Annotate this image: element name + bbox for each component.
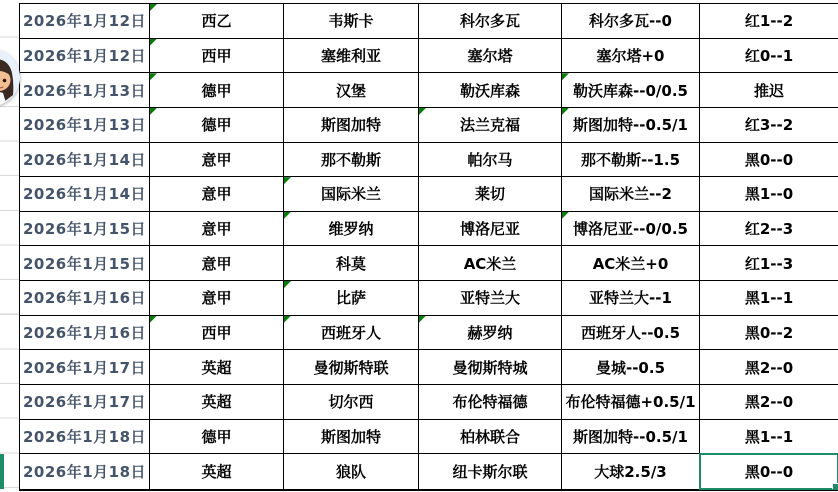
cell-date[interactable] <box>20 350 150 385</box>
result-text: 黑2--0 <box>744 393 794 412</box>
handicap-text: 博洛尼亚--0/0.5 <box>573 220 688 239</box>
cell-handicap[interactable] <box>562 350 700 385</box>
away-text: 曼彻斯特城 <box>452 358 528 377</box>
away-text: 亚特兰大 <box>459 289 520 308</box>
date-text: 2026年1月17日 <box>22 358 147 377</box>
cell-home-team[interactable] <box>284 177 419 212</box>
cell-result[interactable] <box>700 4 838 39</box>
cell-result[interactable] <box>700 246 838 281</box>
result-text: 红0--1 <box>744 46 794 65</box>
cell-league[interactable] <box>150 108 284 143</box>
date-text: 2026年1月13日 <box>22 116 147 135</box>
result-text: 黑0--0 <box>744 462 794 481</box>
league-text: 英超 <box>201 462 232 481</box>
cell-league[interactable] <box>150 454 284 489</box>
cell-league[interactable] <box>150 177 284 212</box>
result-text: 红1--3 <box>744 254 794 273</box>
cell-home-team[interactable] <box>284 212 419 247</box>
cell-away-team[interactable] <box>419 108 562 143</box>
away-text: AC米兰 <box>463 254 517 273</box>
league-text: 英超 <box>201 393 232 412</box>
error-indicator-icon <box>150 73 157 80</box>
date-text: 2026年1月14日 <box>22 150 147 169</box>
error-indicator-icon <box>419 316 426 323</box>
date-text: 2026年1月17日 <box>22 393 147 412</box>
away-text: 柏林联合 <box>459 427 520 446</box>
cell-home-team[interactable] <box>284 108 419 143</box>
result-text: 黑0--0 <box>744 150 794 169</box>
away-text: 莱切 <box>474 185 505 204</box>
handicap-text: 亚特兰大--1 <box>589 289 672 308</box>
cell-league[interactable] <box>150 246 284 281</box>
league-text: 英超 <box>201 358 232 377</box>
cell-league[interactable] <box>150 212 284 247</box>
cell-away-team[interactable] <box>419 350 562 385</box>
cell-date[interactable] <box>20 281 150 316</box>
away-text: 帕尔马 <box>467 150 513 169</box>
error-indicator-icon <box>562 212 569 219</box>
cell-league[interactable] <box>150 350 284 385</box>
cell-away-team[interactable] <box>419 212 562 247</box>
date-text: 2026年1月15日 <box>22 220 147 239</box>
home-text: 韦斯卡 <box>328 12 374 31</box>
date-text: 2026年1月16日 <box>22 289 147 308</box>
date-text: 2026年1月12日 <box>22 46 147 65</box>
league-text: 西甲 <box>201 46 232 65</box>
league-text: 意甲 <box>201 254 232 273</box>
date-text: 2026年1月18日 <box>22 462 147 481</box>
cell-handicap[interactable] <box>562 212 700 247</box>
error-indicator-icon <box>419 108 426 115</box>
home-text: 科莫 <box>335 254 366 273</box>
result-text: 黑1--1 <box>744 289 794 308</box>
league-text: 西乙 <box>201 12 232 31</box>
date-text: 2026年1月13日 <box>22 81 147 100</box>
cell-handicap[interactable] <box>562 143 700 178</box>
cell-date[interactable] <box>20 316 150 351</box>
date-text: 2026年1月12日 <box>22 12 147 31</box>
result-text: 黑1--1 <box>744 427 794 446</box>
cell-home-team[interactable] <box>284 39 419 74</box>
handicap-text: 西班牙人--0.5 <box>580 323 681 342</box>
result-text: 黑1--0 <box>744 185 794 204</box>
error-indicator-icon <box>284 177 291 184</box>
cell-home-team[interactable] <box>284 316 419 351</box>
league-text: 意甲 <box>201 150 232 169</box>
error-indicator-icon <box>284 281 291 288</box>
handicap-text: 科尔多瓦--0 <box>589 12 672 31</box>
cell-date[interactable] <box>20 39 150 74</box>
cell-result[interactable] <box>700 73 838 108</box>
cell-date[interactable] <box>20 385 150 420</box>
handicap-text: 塞尔塔+0 <box>596 46 665 65</box>
cell-home-team[interactable] <box>284 246 419 281</box>
handicap-text: 国际米兰--2 <box>589 185 672 204</box>
cell-date[interactable] <box>20 454 150 489</box>
handicap-text: 那不勒斯--1.5 <box>580 150 681 169</box>
home-text: 西班牙人 <box>320 323 381 342</box>
handicap-text: 大球2.5/3 <box>594 462 667 481</box>
cell-away-team[interactable] <box>419 281 562 316</box>
cell-result[interactable] <box>700 385 838 420</box>
cell-home-team[interactable] <box>284 143 419 178</box>
cell-home-team[interactable] <box>284 4 419 39</box>
cell-date[interactable] <box>20 212 150 247</box>
away-text: 勒沃库森 <box>459 81 520 100</box>
cell-handicap[interactable] <box>562 454 700 489</box>
cell-result[interactable] <box>700 454 838 489</box>
cell-handicap[interactable] <box>562 177 700 212</box>
cell-league[interactable] <box>150 143 284 178</box>
league-text: 德甲 <box>201 427 232 446</box>
home-text: 汉堡 <box>335 81 366 100</box>
away-text: 赫罗纳 <box>467 323 513 342</box>
cell-handicap[interactable] <box>562 281 700 316</box>
cell-result[interactable] <box>700 212 838 247</box>
cell-home-team[interactable] <box>284 420 419 455</box>
cell-home-team[interactable] <box>284 385 419 420</box>
cell-league[interactable] <box>150 385 284 420</box>
cell-away-team[interactable] <box>419 454 562 489</box>
cell-away-team[interactable] <box>419 316 562 351</box>
cell-handicap[interactable] <box>562 73 700 108</box>
cell-handicap[interactable] <box>562 385 700 420</box>
cell-handicap[interactable] <box>562 246 700 281</box>
cell-date[interactable] <box>20 246 150 281</box>
error-indicator-icon <box>562 73 569 80</box>
cell-handicap[interactable] <box>562 316 700 351</box>
cell-away-team[interactable] <box>419 4 562 39</box>
home-text: 切尔西 <box>328 393 374 412</box>
cell-result[interactable] <box>700 350 838 385</box>
cell-date[interactable] <box>20 420 150 455</box>
error-indicator-icon <box>562 108 569 115</box>
handicap-text: 曼城--0.5 <box>595 358 666 377</box>
away-text: 布伦特福德 <box>452 393 528 412</box>
cell-league[interactable] <box>150 73 284 108</box>
cell-result[interactable] <box>700 39 838 74</box>
result-text: 推迟 <box>753 81 784 100</box>
result-text: 黑2--0 <box>744 358 794 377</box>
cell-handicap[interactable] <box>562 108 700 143</box>
result-text: 红3--2 <box>744 116 794 135</box>
error-indicator-icon <box>150 316 157 323</box>
cell-home-team[interactable] <box>284 281 419 316</box>
handicap-text: 斯图加特--0.5/1 <box>573 116 688 135</box>
matches-table <box>19 3 838 491</box>
league-text: 意甲 <box>201 185 232 204</box>
away-text: 塞尔塔 <box>467 46 513 65</box>
handicap-text: 斯图加特--0.5/1 <box>573 427 688 446</box>
away-text: 科尔多瓦 <box>459 12 520 31</box>
home-text: 斯图加特 <box>320 427 381 446</box>
home-text: 比萨 <box>335 289 366 308</box>
date-text: 2026年1月14日 <box>22 185 147 204</box>
date-text: 2026年1月18日 <box>22 427 147 446</box>
cell-date[interactable] <box>20 4 150 39</box>
cell-home-team[interactable] <box>284 350 419 385</box>
cell-handicap[interactable] <box>562 420 700 455</box>
cell-league[interactable] <box>150 4 284 39</box>
handicap-text: 布伦特福德+0.5/1 <box>565 393 696 412</box>
cell-away-team[interactable] <box>419 143 562 178</box>
cell-home-team[interactable] <box>284 454 419 489</box>
home-text: 曼彻斯特联 <box>313 358 389 377</box>
cell-result[interactable] <box>700 281 838 316</box>
handicap-text: AC米兰+0 <box>592 254 669 273</box>
selected-row-accent <box>0 454 4 489</box>
home-text: 维罗纳 <box>328 220 374 239</box>
cell-away-team[interactable] <box>419 73 562 108</box>
cell-league[interactable] <box>150 281 284 316</box>
cell-league[interactable] <box>150 316 284 351</box>
cell-result[interactable] <box>700 420 838 455</box>
cell-away-team[interactable] <box>419 177 562 212</box>
home-text: 斯图加特 <box>320 116 381 135</box>
error-indicator-icon <box>284 316 291 323</box>
cell-away-team[interactable] <box>419 385 562 420</box>
error-indicator-icon <box>284 212 291 219</box>
league-text: 德甲 <box>201 81 232 100</box>
cell-away-team[interactable] <box>419 420 562 455</box>
error-indicator-icon <box>150 108 157 115</box>
cell-league[interactable] <box>150 39 284 74</box>
cell-date[interactable] <box>20 73 150 108</box>
cell-date[interactable] <box>20 177 150 212</box>
home-text: 国际米兰 <box>320 185 381 204</box>
date-text: 2026年1月15日 <box>22 254 147 273</box>
error-indicator-icon <box>150 4 157 11</box>
league-text: 意甲 <box>201 220 232 239</box>
cell-result[interactable] <box>700 108 838 143</box>
league-text: 意甲 <box>201 289 232 308</box>
cell-home-team[interactable] <box>284 73 419 108</box>
cell-result[interactable] <box>700 143 838 178</box>
error-indicator-icon <box>150 39 157 46</box>
cell-handicap[interactable] <box>562 4 700 39</box>
cell-away-team[interactable] <box>419 246 562 281</box>
handicap-text: 勒沃库森--0/0.5 <box>573 81 688 100</box>
away-text: 法兰克福 <box>459 116 520 135</box>
result-text: 红1--2 <box>744 12 794 31</box>
result-text: 黑0--2 <box>744 323 794 342</box>
cell-result[interactable] <box>700 316 838 351</box>
cell-away-team[interactable] <box>419 39 562 74</box>
fill-handle[interactable] <box>832 483 838 489</box>
cell-date[interactable] <box>20 143 150 178</box>
cell-handicap[interactable] <box>562 39 700 74</box>
date-text: 2026年1月16日 <box>22 323 147 342</box>
league-text: 德甲 <box>201 116 232 135</box>
away-text: 博洛尼亚 <box>459 220 520 239</box>
home-text: 塞维利亚 <box>320 46 381 65</box>
league-text: 西甲 <box>201 323 232 342</box>
away-text: 纽卡斯尔联 <box>452 462 528 481</box>
home-text: 那不勒斯 <box>320 150 381 169</box>
cell-date[interactable] <box>20 108 150 143</box>
result-text: 红2--3 <box>744 220 794 239</box>
cell-result[interactable] <box>700 177 838 212</box>
cell-league[interactable] <box>150 420 284 455</box>
home-text: 狼队 <box>335 462 366 481</box>
